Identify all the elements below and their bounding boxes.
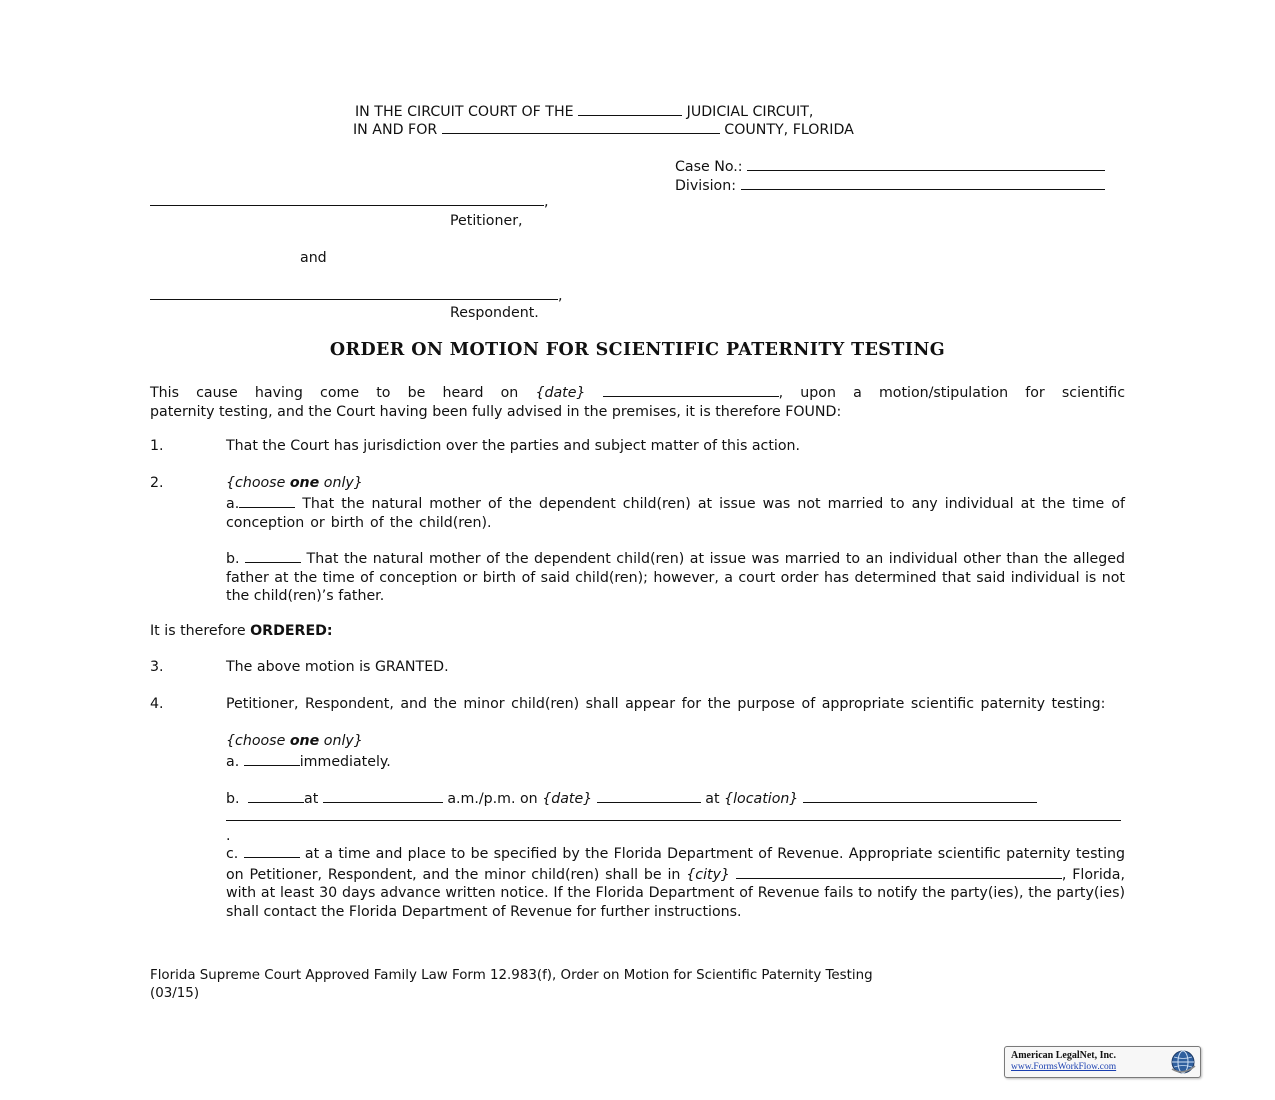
petitioner-name-field[interactable] <box>150 191 544 206</box>
globe-icon <box>1170 1049 1196 1075</box>
american-legalnet-logo[interactable] <box>1004 1046 1201 1078</box>
intro-paragraph: This cause having come to be heard on {date} , upon a motion/stipulation for scientific paternity testing, and the Court having been fully advised in the premises, it is therefore FOUND: <box>150 382 1125 421</box>
respondent-label: Respondent. <box>450 305 539 321</box>
item-2b: b. That the natural mother of the dependent child(ren) at issue was married to an individual other than the alleged father at the time of conception or birth of said child(ren); however, a court order has determined that said individual is not the child(ren)’s father. <box>226 548 1125 606</box>
item-number-2: 2. <box>150 475 164 491</box>
document-title: ORDER ON MOTION FOR SCIENTIFIC PATERNITY TESTING <box>329 340 946 360</box>
logo-company-name: American LegalNet, Inc. <box>1011 1050 1116 1061</box>
court-header-line1: IN THE CIRCUIT COURT OF THE JUDICIAL CIRCUIT, <box>355 101 813 122</box>
case-number-row: Case No.: <box>675 156 1105 177</box>
item-1-text: That the Court has jurisdiction over the parties and subject matter of this action. <box>226 438 801 454</box>
item-4-text: Petitioner, Respondent, and the minor child(ren) shall appear for the purpose of appropriate scientific paternity testing: <box>226 696 1106 712</box>
respondent-name-row: , <box>150 285 563 306</box>
and-text: and <box>300 250 327 266</box>
county-blank[interactable] <box>442 119 720 134</box>
form-footer-line1: Florida Supreme Court Approved Family Law Form 12.983(f), Order on Motion for Scientific Paternity Testing <box>150 968 873 983</box>
item-2a: a. That the natural mother of the dependent child(ren) at issue was not married to any individual at the time of conception or birth of the child(ren). <box>226 493 1125 532</box>
court-header-line2: IN AND FOR COUNTY, FLORIDA <box>353 119 854 140</box>
hearing-date-field[interactable] <box>603 382 779 397</box>
petitioner-name-row: , <box>150 191 549 212</box>
item-4c: c. at a time and place to be specified by the Florida Department of Revenue. Appropriate scientific paternity testing on Petitioner, Respondent, and the minor child(ren) shall be in {city} , Florida, with at least 30 days advance written notice. If the Florida Department of Revenue fails to notify the party(ies), the party(ies) shall contact the Florida Department of Revenue for further instructions. <box>226 843 1125 921</box>
division-field[interactable] <box>741 175 1105 190</box>
item-4b-location-field[interactable] <box>803 788 1037 803</box>
form-footer-line2: (03/15) <box>150 986 200 1001</box>
respondent-name-field[interactable] <box>150 285 558 300</box>
choose-one-instruction: {choose one only} <box>226 475 363 491</box>
item-4c-city-field[interactable] <box>736 864 1062 879</box>
item-4a: a. immediately. <box>226 751 1125 772</box>
item-4b: b. at a.m./p.m. on {date} at {location} <box>226 788 1125 809</box>
item-number-1: 1. <box>150 438 164 454</box>
item-4b-checkbox[interactable] <box>248 788 304 803</box>
item-4a-checkbox[interactable] <box>244 751 300 766</box>
item-4b-location-field-2[interactable] <box>226 806 1121 821</box>
item-number-3: 3. <box>150 659 164 675</box>
item-4c-checkbox[interactable] <box>244 843 300 858</box>
item-4b-date-field[interactable] <box>597 788 701 803</box>
item-4b-location-line2: . <box>226 806 1125 845</box>
ordered-heading: It is therefore ORDERED: <box>150 623 333 639</box>
choose-one-instruction-2: {choose one only} <box>226 733 363 749</box>
date-placeholder: {date} <box>535 385 586 401</box>
case-number-field[interactable] <box>747 156 1105 171</box>
logo-url-link[interactable]: www.FormsWorkFlow.com <box>1011 1062 1117 1072</box>
division-row: Division: <box>675 175 1105 196</box>
item-number-4: 4. <box>150 696 164 712</box>
item-3-text: The above motion is GRANTED. <box>226 659 449 675</box>
item-4b-time-field[interactable] <box>323 788 443 803</box>
item-2a-checkbox[interactable] <box>239 493 295 508</box>
item-2b-checkbox[interactable] <box>245 548 301 563</box>
petitioner-label: Petitioner, <box>450 213 523 229</box>
circuit-blank[interactable] <box>578 101 682 116</box>
